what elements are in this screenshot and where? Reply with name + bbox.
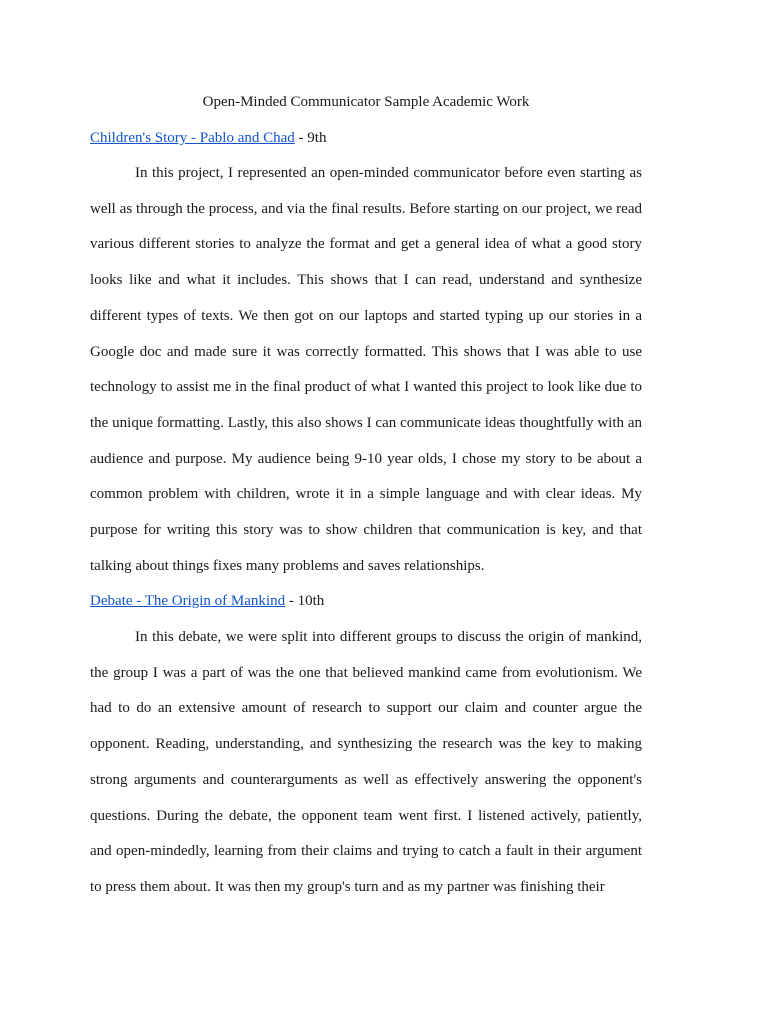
section-heading-debate bbox=[90, 591, 324, 611]
debate-paragraph: In this debate, we were split into different groups to discuss the origin of mankind, the group I was a part of was the one that believed mankind came from evolutionism. We had to do an extensive amount of research to support our claim and counter argue the opponent. Reading, understanding, and synthesizing the research was the key to making strong arguments and counterarguments as well as effectively answering the opponent's questions. During the debate, the opponent team went first. I listened actively, patiently, and open-mindedly, learning from their claims and trying to catch a fault in their argument to press them about. It was then my group's turn and as my partner was finishing their bbox=[90, 629, 642, 895]
section-grade: - 10th bbox=[285, 593, 325, 609]
debate-link[interactable]: Debate - The Origin of Mankind bbox=[90, 593, 286, 609]
childrens-story-paragraph: In this project, I represented an open-minded communicator before even starting as well as through the process, and via the final results. Before starting on our project, we read various different stories to analyze the format and get a general idea of what a good story looks like and what it includes. This shows that I can read, understand and synthesize different types of texts. We then got on our laptops and started typing up our stories in a Google doc and made sure it was correctly formatted. This shows that I was able to use technology to assist me in the final product of what I wanted this project to look like due to the unique formatting. Lastly, this also shows I can communicate ideas thoughtfully with an audience and purpose. My audience being 9-10 year olds, I chose my story to be about a common problem with children, wrote it in a simple language and with clear ideas. My purpose for writing this story was to show children that communication is key, and that talking about things fixes many problems and saves relationships. bbox=[90, 165, 642, 574]
childrens-story-link[interactable]: Children's Story - Pablo and Chad bbox=[90, 130, 295, 146]
section-grade: - 9th bbox=[294, 130, 327, 146]
document-title: Open-Minded Communicator Sample Academic Work bbox=[202, 94, 530, 110]
section-heading-childrens-story bbox=[90, 128, 326, 148]
